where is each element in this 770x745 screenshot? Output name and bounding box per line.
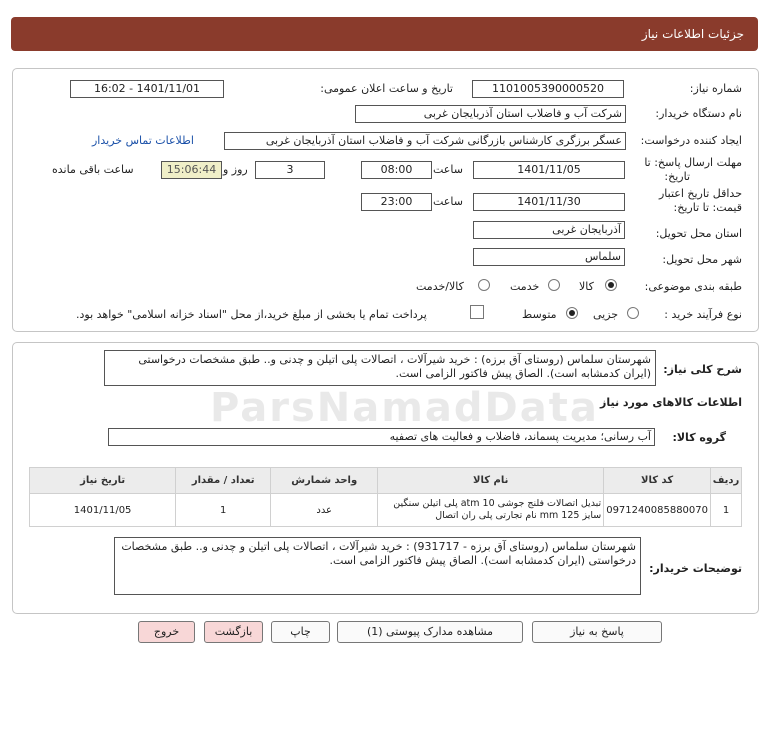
deadline-label-date: تاریخ: xyxy=(664,170,690,183)
province-field: آذربایجان غربی xyxy=(473,221,625,239)
page-title: جزئیات اطلاعات نیاز xyxy=(641,27,744,41)
validity-date-field: 1401/11/30 xyxy=(473,193,625,211)
remaining-time-field: 15:06:44 xyxy=(161,161,222,179)
announce-date-label: تاریخ و ساعت اعلان عمومی: xyxy=(320,82,453,95)
process-radio-minor[interactable] xyxy=(627,307,639,319)
summary-label: شرح کلی نیاز: xyxy=(663,363,742,376)
buyer-notes-label: توضیحات خریدار: xyxy=(649,562,742,575)
announce-date-field: 1401/11/01 - 16:02 xyxy=(70,80,224,98)
validity-time-field: 23:00 xyxy=(361,193,432,211)
cell-qty: 1 xyxy=(176,494,271,527)
col-date-header: تاریخ نیاز xyxy=(30,468,176,494)
remaining-time-label: ساعت باقی مانده xyxy=(52,163,134,176)
process-option-medium: متوسط xyxy=(522,308,557,321)
need-number-field: 1101005390000520 xyxy=(472,80,624,98)
cell-date: 1401/11/05 xyxy=(30,494,176,527)
goods-group-field: آب رسانی؛ مدیریت پسماند، فاضلاب و فعالیت های تصفیه xyxy=(108,428,655,446)
payment-note: پرداخت تمام یا بخشی از مبلغ خرید،از محل "اسناد خزانه اسلامی" خواهد بود. xyxy=(76,308,427,321)
cell-unit: عدد xyxy=(271,494,378,527)
goods-group-label: گروه کالا: xyxy=(672,431,726,444)
validity-time-label: ساعت xyxy=(433,195,463,208)
province-label: استان محل تحویل: xyxy=(655,227,742,240)
requester-label: ایجاد کننده درخواست: xyxy=(640,134,742,147)
page-header xyxy=(11,17,758,51)
buyer-org-field: شرکت آب و فاضلاب استان آذربایجان غربی xyxy=(355,105,626,123)
cell-row: 1 xyxy=(711,494,742,527)
col-qty-header: تعداد / مقدار xyxy=(176,468,271,494)
watermark: ParsNamadData xyxy=(210,385,599,431)
process-label: نوع فرآیند خرید : xyxy=(664,308,742,321)
deadline-time-label: ساعت xyxy=(433,163,463,176)
validity-label: حداقل تاریخ اعتبار xyxy=(658,187,742,200)
col-name-header: نام کالا xyxy=(378,468,604,494)
items-table xyxy=(29,467,742,527)
exit-button[interactable]: خروج xyxy=(138,621,195,643)
need-number-label: شماره نیاز: xyxy=(689,82,742,95)
col-row-header: ردیف xyxy=(711,468,742,494)
validity-label-date: قیمت: تا تاریخ: xyxy=(673,201,742,214)
col-unit-header: واحد شمارش xyxy=(271,468,378,494)
goods-info-title: اطلاعات کالاهای مورد نیاز xyxy=(600,396,742,409)
category-radio-goods[interactable] xyxy=(605,279,617,291)
summary-textbox: شهرستان سلماس (روستای آق برزه) : خرید شیرآلات ، اتصالات پلی اتیلن و چدنی و.. طبق مشخصات درخواستی (ایران کدمشابه است). الصاق پیش فاکتور الزامی است. xyxy=(104,350,656,386)
deadline-date-field: 1401/11/05 xyxy=(473,161,625,179)
days-remaining-field: 3 xyxy=(255,161,325,179)
category-option-goods: کالا xyxy=(579,280,594,293)
category-option-goods-service: کالا/خدمت xyxy=(416,280,464,293)
deadline-label: مهلت ارسال پاسخ: تا xyxy=(644,156,742,169)
process-option-minor: جزیی xyxy=(593,308,619,321)
category-option-service: خدمت xyxy=(510,280,540,293)
city-label: شهر محل تحویل: xyxy=(662,253,742,266)
treasury-payment-checkbox[interactable] xyxy=(470,305,484,319)
deadline-time-field: 08:00 xyxy=(361,161,432,179)
days-label: روز و xyxy=(223,163,248,176)
cell-code: 0971240085880070 xyxy=(604,494,711,527)
print-button[interactable]: چاپ xyxy=(271,621,330,643)
attachments-button[interactable]: مشاهده مدارک پیوستی (1) xyxy=(337,621,523,643)
items-table-header xyxy=(30,468,742,494)
reply-button[interactable]: پاسخ به نیاز xyxy=(532,621,662,643)
buyer-org-label: نام دستگاه خریدار: xyxy=(655,107,742,120)
cell-name: تبدیل اتصالات فلنج جوشی atm 10 پلی اتیلن سنگین سایز mm 125 نام تجارتی پلی ران اتصال xyxy=(378,494,604,527)
back-button[interactable]: بازگشت xyxy=(204,621,263,643)
category-radio-goods-service[interactable] xyxy=(478,279,490,291)
category-label: طبقه بندی موضوعی: xyxy=(644,280,742,293)
contact-buyer-link[interactable]: اطلاعات تماس خریدار xyxy=(92,134,194,147)
buyer-notes-textbox: شهرستان سلماس (روستای آق برزه - 931717) : خرید شیرآلات ، اتصالات پلی اتیلن و چدنی و.. طبق مشخصات درخواستی (ایران کدمشابه است). الصاق پیش فاکتور الزامی است. xyxy=(114,537,641,595)
process-radio-medium[interactable] xyxy=(566,307,578,319)
col-code-header: کد کالا xyxy=(604,468,711,494)
category-radio-service[interactable] xyxy=(548,279,560,291)
requester-field: عسگر برزگری کارشناس بازرگانی شرکت آب و فاضلاب استان آذربایجان غربی xyxy=(224,132,626,150)
city-field: سلماس xyxy=(473,248,625,266)
table-row xyxy=(30,494,742,527)
